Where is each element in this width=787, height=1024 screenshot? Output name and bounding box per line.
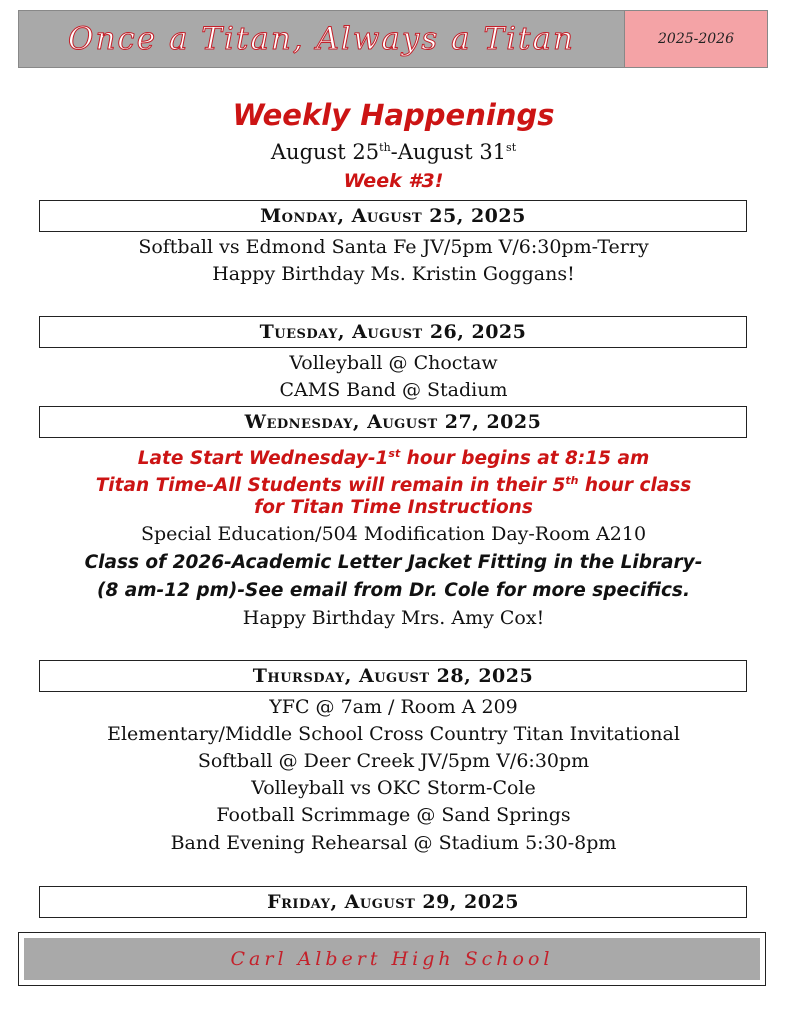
banner-title: Once a Titan, Always a Titan bbox=[68, 21, 575, 57]
footer-banner bbox=[18, 932, 766, 986]
tuesday-event: CAMS Band @ Stadium bbox=[279, 379, 508, 401]
school-year: 2025-2026 bbox=[624, 11, 767, 67]
thursday-event: Band Evening Rehearsal @ Stadium 5:30-8pm bbox=[170, 832, 617, 854]
day-heading-monday: Monday, August 25, 2025 bbox=[39, 200, 747, 232]
letter-jacket-notice: Class of 2026-Academic Letter Jacket Fitting in the Library- bbox=[84, 552, 703, 573]
thursday-event: Volleyball vs OKC Storm-Cole bbox=[251, 777, 536, 799]
header-banner bbox=[18, 10, 768, 68]
wednesday-event: Happy Birthday Mrs. Amy Cox! bbox=[242, 607, 545, 629]
day-heading-tuesday: Tuesday, August 26, 2025 bbox=[39, 316, 747, 348]
day-heading-thursday: Thursday, August 28, 2025 bbox=[39, 660, 747, 692]
thursday-event: Elementary/Middle School Cross Country Titan Invitational bbox=[107, 723, 680, 745]
thursday-event: Football Scrimmage @ Sand Springs bbox=[216, 804, 571, 826]
letter-jacket-notice-cont: (8 am-12 pm)-See email from Dr. Cole for more specifics. bbox=[97, 580, 690, 601]
school-name: Carl Albert High School bbox=[24, 938, 760, 980]
wednesday-event: Special Education/504 Modification Day-Room A210 bbox=[140, 523, 647, 545]
late-start-notice: Late Start Wednesday-1st hour begins at 8:15 am bbox=[137, 447, 650, 470]
page-title: Weekly Happenings bbox=[232, 98, 555, 132]
titan-time-notice: Titan Time-All Students will remain in their 5th hour class bbox=[95, 474, 692, 497]
monday-event: Happy Birthday Ms. Kristin Goggans! bbox=[212, 263, 575, 285]
tuesday-event: Volleyball @ Choctaw bbox=[289, 352, 498, 374]
thursday-event: Softball @ Deer Creek JV/5pm V/6:30pm bbox=[197, 750, 590, 772]
day-heading-friday: Friday, August 29, 2025 bbox=[39, 886, 747, 918]
week-label: Week #3! bbox=[343, 170, 444, 192]
thursday-event: YFC @ 7am / Room A 209 bbox=[269, 696, 518, 718]
titan-time-notice-cont: for Titan Time Instructions bbox=[254, 497, 533, 518]
date-range: August 25th-August 31st bbox=[270, 140, 517, 164]
day-heading-wednesday: Wednesday, August 27, 2025 bbox=[39, 406, 747, 438]
monday-event: Softball vs Edmond Santa Fe JV/5pm V/6:30pm-Terry bbox=[138, 236, 649, 258]
